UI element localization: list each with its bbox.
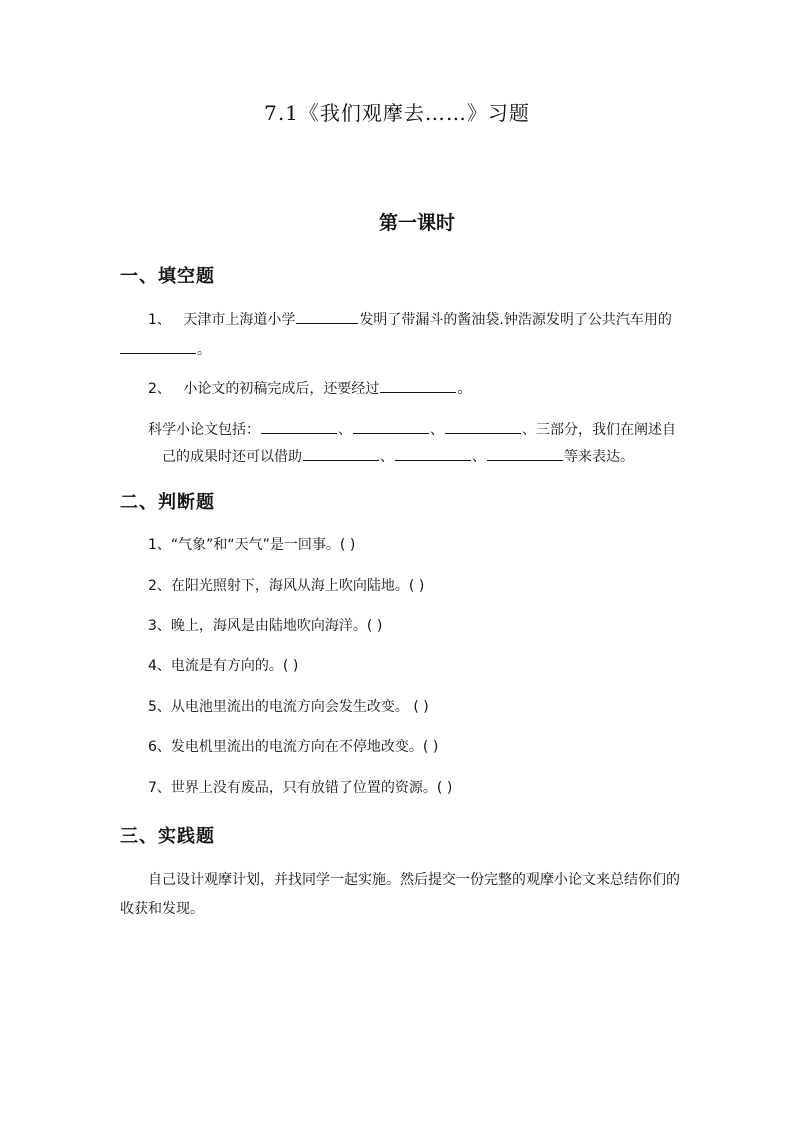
question-number: 2、 [148, 381, 171, 397]
question-text: 。 [457, 381, 472, 397]
separator: 、 [472, 449, 486, 465]
separator: 、 [338, 422, 352, 438]
question-text: 。 [197, 342, 211, 358]
answer-blank[interactable] [120, 339, 196, 354]
separator: 、 [380, 449, 394, 465]
true-false-item: 3、晚上，海风是由陆地吹向海洋。( ) [148, 618, 383, 634]
section-heading-practice: 三、实践题 [120, 826, 215, 847]
question-text: 等来表达。 [564, 449, 634, 465]
true-false-item: 4、电流是有方向的。( ) [148, 658, 299, 674]
lesson-subtitle: 第一课时 [378, 212, 455, 234]
answer-blank[interactable] [261, 419, 337, 434]
true-false-item: 6、发电机里流出的电流方向在不停地改变。( ) [148, 739, 439, 755]
fill-question-2 [148, 378, 471, 399]
true-false-item: 2、在阳光照射下，海风从海上吹向陆地。( ) [148, 578, 425, 594]
answer-blank[interactable] [395, 446, 471, 461]
question-text: 己的成果时还可以借助 [162, 449, 302, 465]
answer-blank[interactable] [487, 446, 563, 461]
answer-blank[interactable] [353, 419, 429, 434]
true-false-item: 5、从电池里流出的电流方向会发生改变。 ( ) [148, 699, 429, 715]
answer-blank[interactable] [445, 419, 521, 434]
question-text: 天津市上海道小学 [183, 312, 296, 328]
answer-blank[interactable] [303, 446, 379, 461]
separator: 、 [430, 422, 444, 438]
question-text: 科学小论文包括： [148, 422, 260, 438]
question-number: 1、 [148, 312, 171, 328]
true-false-item: 7、世界上没有废品，只有放错了位置的资源。( ) [148, 780, 453, 796]
true-false-item: 1、“气象”和“天气”是一回事。( ) [148, 537, 356, 553]
practice-task-text: 自己设计观摩计划，并找同学一起实施。然后提交一份完整的观摩小论文来总结你们的收获和发现。 [120, 872, 680, 917]
section-heading-true-false: 二、判断题 [120, 492, 215, 513]
question-text: 发明了带漏斗的酱油袋.钟浩源发明了公共汽车用的 [359, 312, 672, 328]
question-text: 、三部分，我们在阐述自 [522, 422, 676, 438]
section-heading-fill-in: 一、填空题 [120, 266, 215, 287]
answer-blank[interactable] [380, 378, 456, 393]
fill-question-3-line1 [148, 419, 676, 440]
fill-question-1-line2 [120, 339, 211, 360]
fill-question-3-line2 [162, 446, 634, 467]
question-text: 小论文的初稿完成后，还要经过 [183, 381, 380, 397]
document-title: 7.1《我们观摩去……》习题 [264, 101, 530, 125]
fill-question-1-line1 [148, 309, 672, 330]
answer-blank[interactable] [296, 309, 358, 324]
